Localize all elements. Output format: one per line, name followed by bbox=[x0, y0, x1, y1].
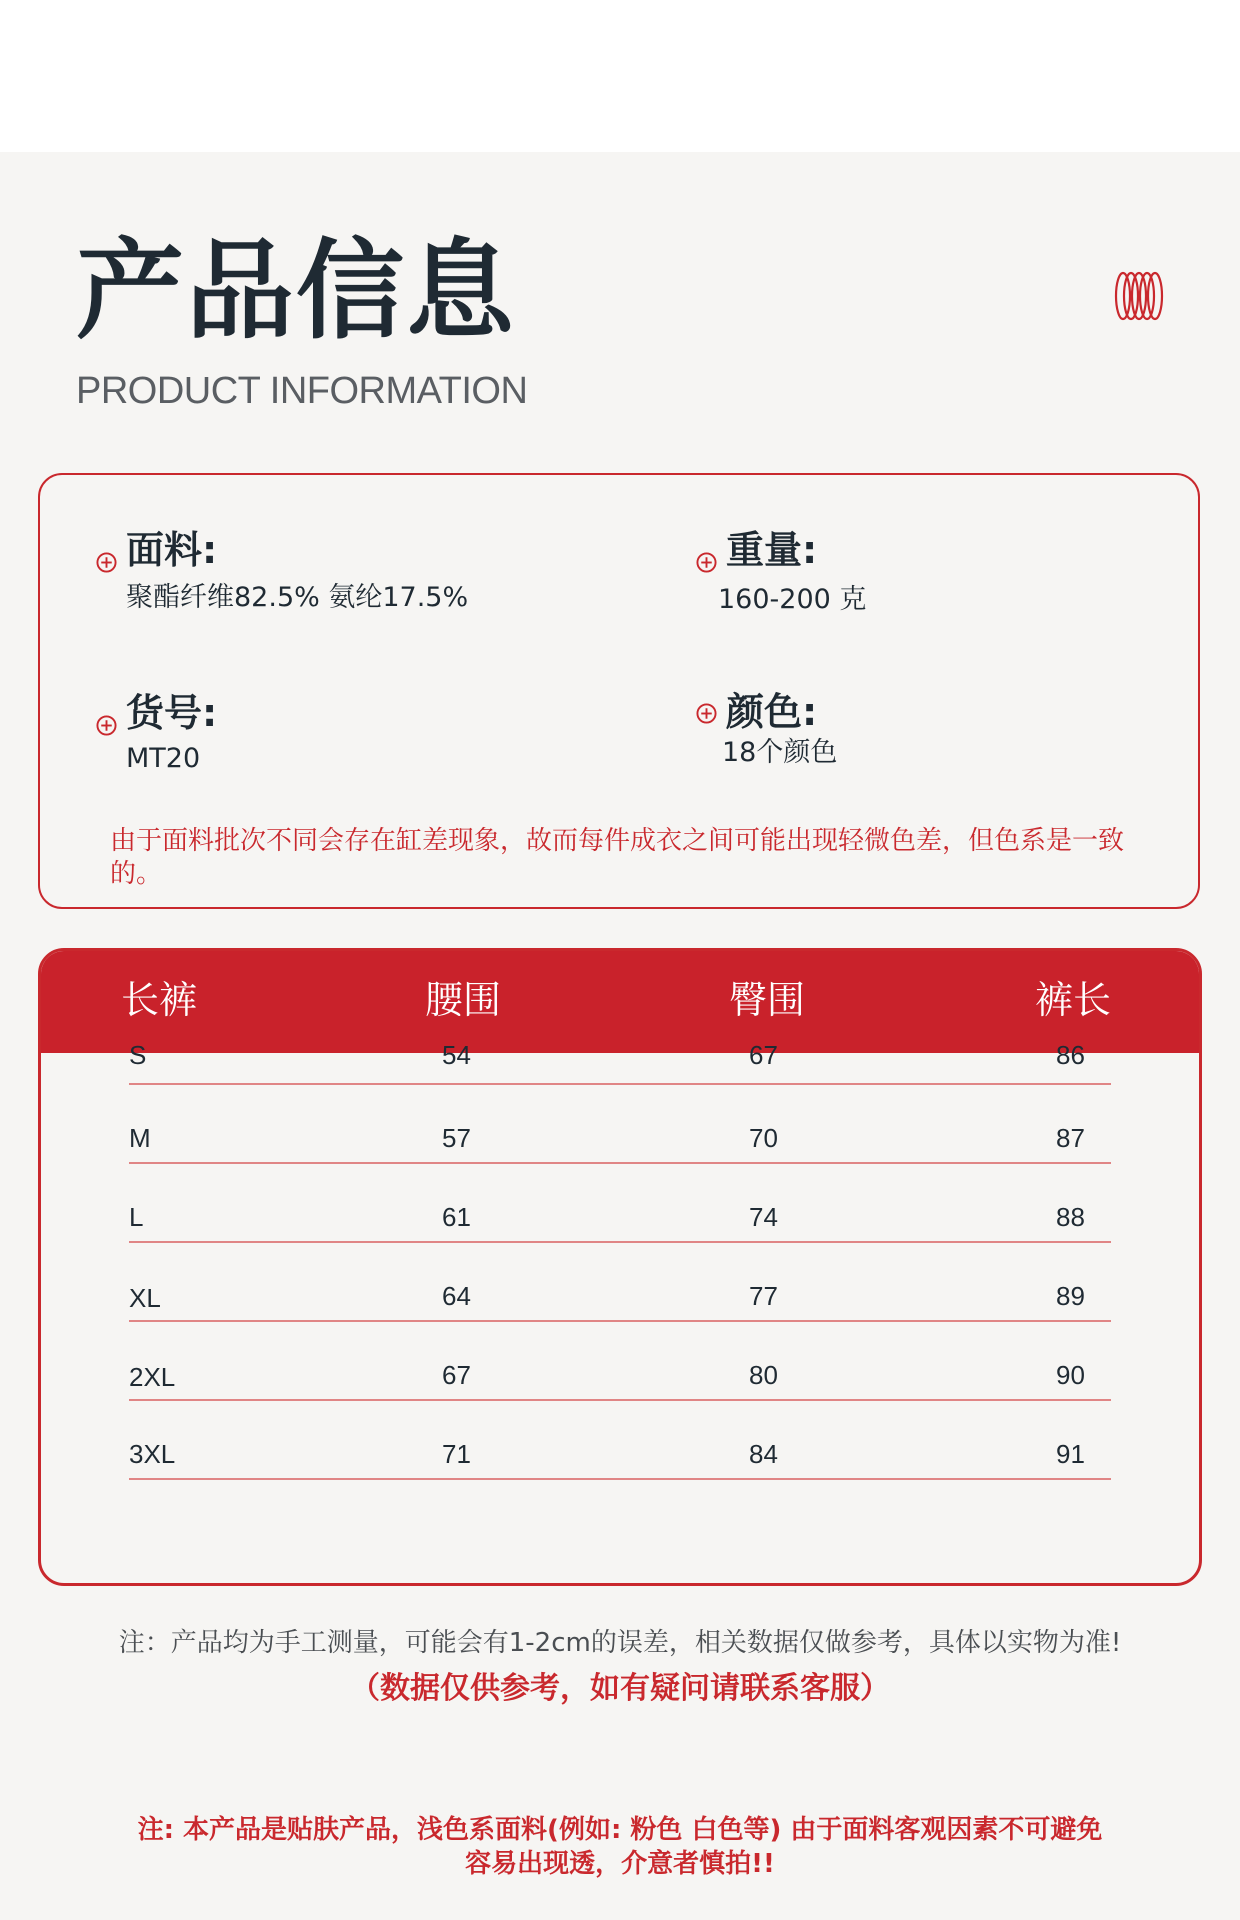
size-cell: M bbox=[129, 1123, 151, 1153]
page-subtitle: PRODUCT INFORMATION bbox=[76, 370, 528, 412]
skin-contact-warning bbox=[0, 1813, 1240, 1881]
length-cell: 89 bbox=[1056, 1281, 1085, 1311]
contact-note: （数据仅供参考，如有疑问请联系客服） bbox=[350, 1671, 890, 1706]
table-row bbox=[129, 1401, 1111, 1480]
table-row bbox=[129, 1322, 1111, 1401]
page-title: 产品信息 bbox=[76, 229, 517, 354]
length-cell: 90 bbox=[1056, 1360, 1085, 1390]
plus-circle-icon bbox=[696, 552, 717, 573]
hip-cell: 70 bbox=[749, 1123, 778, 1153]
hip-cell: 74 bbox=[749, 1202, 778, 1232]
size-cell: L bbox=[129, 1202, 144, 1232]
rings-icon bbox=[1114, 270, 1164, 322]
product-info-box bbox=[38, 473, 1200, 909]
color-value: 18个颜色 bbox=[722, 737, 838, 768]
size-cell: 3XL bbox=[129, 1439, 176, 1469]
size-cell: S bbox=[129, 1040, 147, 1070]
plus-circle-icon bbox=[96, 715, 117, 736]
header-length: 裤长 bbox=[1035, 978, 1112, 1022]
table-row bbox=[129, 1164, 1111, 1243]
header-waist: 腰围 bbox=[425, 978, 502, 1022]
warning-line-2: 容易出现透，介意者慎拍!! bbox=[465, 1849, 775, 1879]
length-cell: 87 bbox=[1056, 1123, 1085, 1153]
table-row bbox=[129, 1006, 1111, 1085]
fabric-value: 聚酯纤维82.5% 氨纶17.5% bbox=[126, 582, 469, 613]
waist-cell: 64 bbox=[442, 1281, 471, 1311]
table-row bbox=[129, 1243, 1111, 1322]
hip-cell: 67 bbox=[749, 1040, 778, 1070]
item-number-value: MT20 bbox=[126, 743, 201, 774]
header-pants: 长裤 bbox=[121, 978, 198, 1022]
size-cell: XL bbox=[129, 1283, 161, 1313]
waist-cell: 71 bbox=[442, 1439, 471, 1469]
size-cell: 2XL bbox=[129, 1362, 176, 1392]
item-number-label: 货号: bbox=[126, 691, 218, 735]
weight-label: 重量: bbox=[726, 528, 818, 572]
color-difference-note: 由于面料批次不同会存在缸差现象，故而每件成衣之间可能出现轻微色差，但色系是一致的。 bbox=[110, 826, 1125, 889]
size-table bbox=[38, 948, 1202, 1586]
waist-cell: 57 bbox=[442, 1123, 471, 1153]
length-cell: 91 bbox=[1056, 1439, 1085, 1469]
hip-cell: 84 bbox=[749, 1439, 778, 1469]
length-cell: 88 bbox=[1056, 1202, 1085, 1232]
hip-cell: 77 bbox=[749, 1281, 778, 1311]
length-cell: 86 bbox=[1056, 1040, 1085, 1070]
plus-circle-icon bbox=[696, 703, 717, 724]
color-label: 颜色: bbox=[726, 690, 818, 734]
table-row bbox=[129, 1085, 1111, 1164]
waist-cell: 61 bbox=[442, 1202, 471, 1232]
waist-cell: 67 bbox=[442, 1360, 471, 1390]
header-hip: 臀围 bbox=[729, 978, 806, 1022]
warning-line-1: 注: 本产品是贴肤产品，浅色系面料(例如: 粉色 白色等) 由于面料客观因素不可避免 bbox=[137, 1815, 1103, 1845]
measurement-note: 注：产品均为手工测量，可能会有1-2cm的误差，相关数据仅做参考，具体以实物为准! bbox=[118, 1628, 1122, 1658]
hip-cell: 80 bbox=[749, 1360, 778, 1390]
waist-cell: 54 bbox=[442, 1040, 471, 1070]
weight-value: 160-200 克 bbox=[718, 584, 867, 615]
fabric-label: 面料: bbox=[126, 528, 218, 572]
plus-circle-icon bbox=[96, 552, 117, 573]
